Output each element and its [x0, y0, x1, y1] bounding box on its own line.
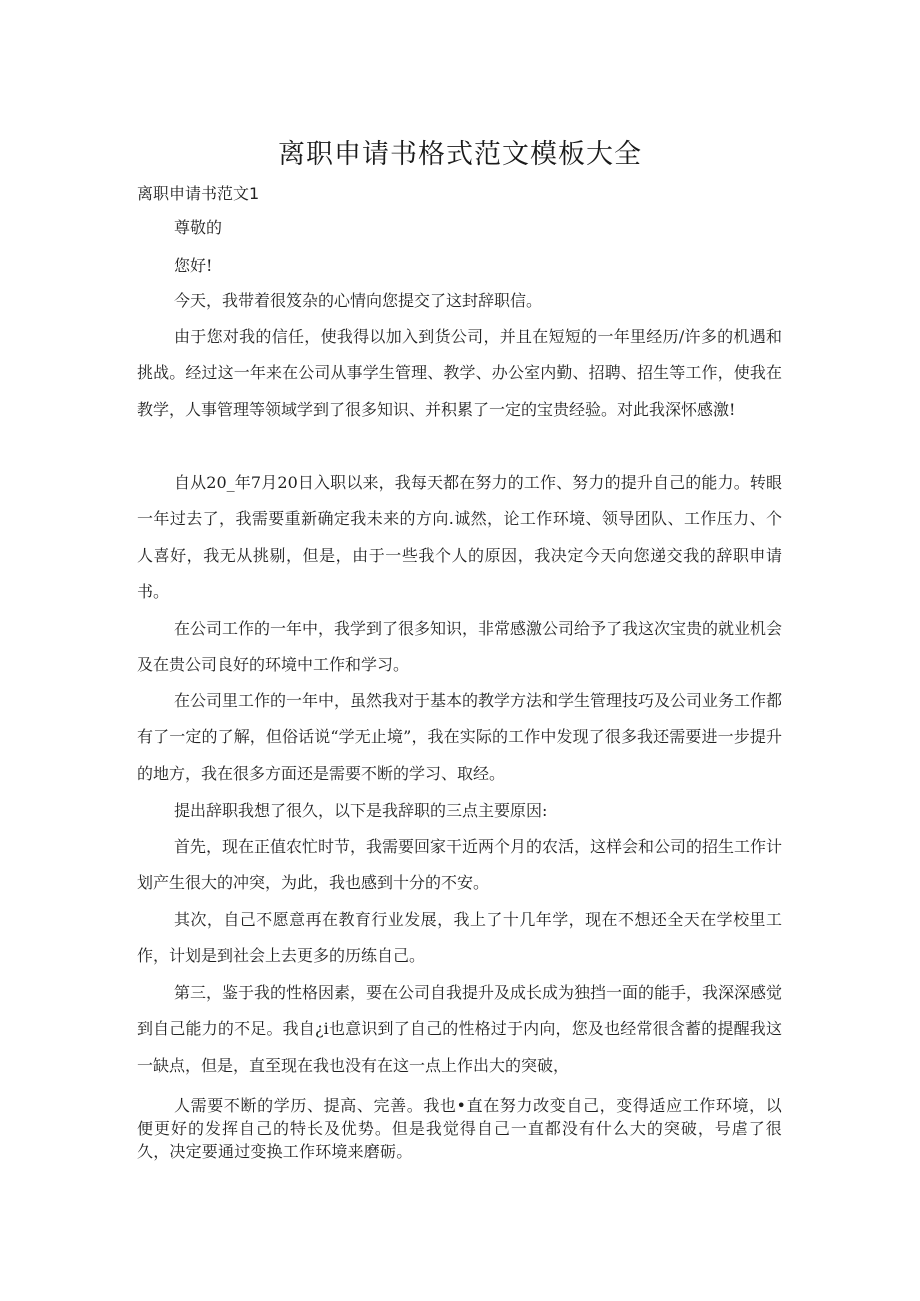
paragraph: 在公司里工作的一年中，虽然我对于基本的教学方法和学生管理技巧及公司业务工作都有了一定的了解，但俗话说“学无止境”，我在实际的工作中发现了很多我还需要进一步提升的地方，我在很多方面还是需要不断的学习、取经。 — [137, 691, 783, 783]
greeting: 您好! — [174, 256, 213, 275]
paragraph: 自从20_年7月20日入职以来，我每天都在努力的工作、努力的提升自己的能力。转眼一年过去了，我需要重新确定我未来的方向.诚然，论工作环境、领导团队、工作压力、个人喜好，我无从挑剔，但是，由于一些我个人的原因，我决定今天向您递交我的辞职申请书。 — [137, 473, 782, 602]
paragraph: 其次，自己不愿意再在教育行业发展，我上了十几年学，现在不想还全天在学校里工作，计划是到社会上去更多的历练自己。 — [137, 910, 782, 966]
paragraph: 提出辞职我想了很久，以下是我辞职的三点主要原因: — [174, 801, 548, 820]
tail-paragraph: 人需要不断的学历、提高、完善。我也•直在努力改变自己，变得适应工作环境，以便更好的发挥自己的特长及优势。但是我觉得自己一直都没有什么大的突破，号虐了很久，决定要通过变换工作环境来磨砺。 — [137, 1096, 782, 1161]
paragraph: 今天，我带着很笈杂的心情向您提交了这封辞职信。 — [174, 291, 543, 310]
salutation: 尊敬的 — [174, 218, 223, 237]
document-subtitle: 离职申请书范文1 — [137, 184, 260, 203]
paragraph: 在公司工作的一年中，我学到了很多知识，非常感激公司给予了我这次宝贵的就业机会及在贵公司良好的环境中工作和学习。 — [137, 619, 783, 675]
document-title: 离职申请书格式范文模板大全 — [278, 139, 642, 170]
paragraph: 由于您对我的信任，使我得以加入到货公司，并且在短短的一年里经历/许多的机遇和挑战。经过这一年来在公司从事学生管理、教学、办公室内勤、招聘、招生等工作，使我在教学，人事管理等领域学到了很多知识、并积累了一定的宝贵经验。对此我深怀感激! — [137, 327, 782, 419]
paragraph: 首先，现在正值农忙时节，我需要回家干近两个月的农活，这样会和公司的招生工作计划产生很大的冲突，为此，我也感到十分的不安。 — [137, 837, 783, 893]
paragraph: 第三，鉴于我的性格因素，要在公司自我提升及成长成为独挡一面的能手，我深深感觉到自己能力的不足。我自¿i也意识到了自己的性格过于内向，您及也经常很含蓄的提醒我这一缺点，但是，直至现在我也没有在这一点上作出大的突破， — [137, 983, 783, 1075]
